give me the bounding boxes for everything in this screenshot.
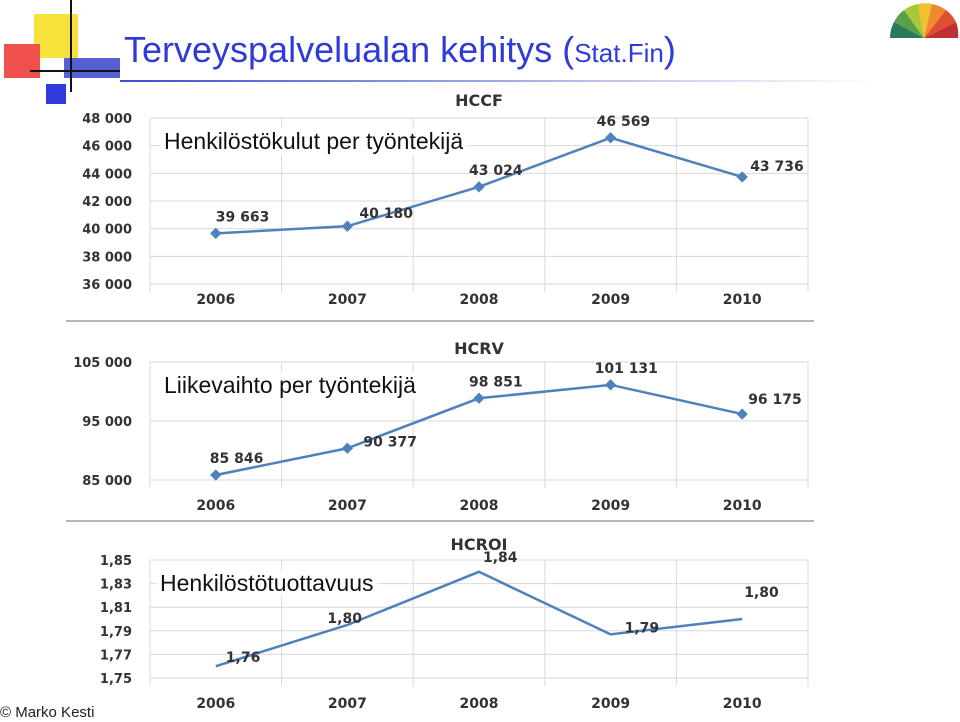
x-tick-label: 2010 — [722, 498, 762, 514]
fan-logo — [888, 2, 960, 42]
chart-panel-hcroi — [60, 532, 820, 718]
x-tick-label: 2007 — [327, 292, 367, 308]
chart-hcroi — [60, 532, 820, 718]
y-tick-label: 1,81 — [99, 601, 132, 617]
y-tick-label: 1,75 — [99, 672, 132, 687]
title-source: Stat.Fin — [574, 38, 664, 68]
x-tick-label: 2006 — [196, 696, 236, 712]
data-point — [210, 228, 221, 239]
data-label: 90 377 — [363, 434, 417, 451]
y-tick-label: 48 000 — [82, 112, 132, 127]
deco-vertical-line — [70, 0, 72, 92]
data-label: 1,80 — [744, 585, 779, 601]
y-tick-label: 105 000 — [73, 356, 132, 371]
chart-title: HCRV — [454, 339, 504, 358]
y-tick-label: 1,79 — [99, 624, 132, 640]
title-underline — [120, 80, 880, 82]
x-tick-label: 2006 — [196, 498, 236, 514]
data-label: 46 569 — [596, 113, 651, 130]
x-tick-label: 2009 — [591, 498, 631, 514]
copyright-text: © Marko Kesti — [0, 704, 95, 721]
chart-overlay-label-hcrv: Liikevaihto per työntekijä — [160, 372, 420, 399]
x-tick-label: 2009 — [591, 696, 631, 712]
chart-separator — [66, 520, 814, 522]
chart-hccf — [60, 90, 820, 312]
data-label: 1,80 — [327, 610, 362, 627]
deco-horizontal-line — [30, 70, 120, 72]
chart-overlay-label-hccf: Henkilöstökulut per työntekijä — [160, 128, 467, 155]
deco-blue-bar — [64, 58, 120, 78]
data-label: 101 131 — [594, 360, 658, 377]
y-tick-label: 85 000 — [82, 474, 132, 489]
data-label: 1,79 — [624, 620, 660, 637]
y-tick-label: 1,85 — [99, 554, 132, 569]
y-tick-label: 38 000 — [82, 250, 132, 266]
chart-separator — [66, 320, 814, 322]
x-tick-label: 2006 — [196, 292, 236, 308]
y-tick-label: 44 000 — [82, 167, 132, 183]
data-label: 1,76 — [225, 650, 261, 667]
chart-overlay-label-hcroi: Henkilöstötuottavuus — [156, 570, 378, 597]
x-tick-label: 2010 — [722, 696, 762, 712]
y-tick-label: 1,83 — [99, 577, 132, 593]
x-tick-label: 2008 — [459, 292, 499, 308]
data-label: 85 846 — [209, 451, 264, 468]
data-point — [342, 221, 353, 232]
x-tick-label: 2009 — [591, 292, 631, 308]
chart-hcrv — [60, 334, 820, 520]
data-point — [473, 181, 484, 192]
data-label: 1,84 — [483, 549, 518, 566]
chart-panel-hccf — [60, 90, 820, 312]
data-label: 39 663 — [215, 209, 270, 226]
x-tick-label: 2007 — [327, 498, 367, 514]
y-tick-label: 42 000 — [82, 195, 132, 210]
y-tick-label: 1,77 — [99, 648, 132, 664]
chart-title: HCROI — [450, 535, 508, 554]
data-point — [605, 132, 616, 143]
data-label: 43 024 — [469, 162, 523, 179]
x-tick-label: 2007 — [327, 696, 367, 712]
chart-panel-hcrv — [60, 334, 820, 520]
data-label: 43 736 — [750, 158, 804, 175]
x-tick-label: 2008 — [459, 498, 499, 514]
chart-title: HCCF — [455, 91, 503, 110]
title-main: Terveyspalvelualan kehitys ( — [124, 29, 575, 70]
slide-title — [124, 29, 676, 70]
data-point — [473, 393, 484, 404]
data-label: 40 180 — [359, 206, 413, 223]
deco-red-square — [4, 44, 40, 78]
data-label: 96 175 — [748, 392, 802, 409]
y-tick-label: 95 000 — [82, 415, 132, 430]
y-tick-label: 46 000 — [82, 139, 132, 155]
x-tick-label: 2010 — [722, 292, 762, 308]
y-tick-label: 36 000 — [82, 278, 132, 293]
y-tick-label: 40 000 — [82, 222, 132, 238]
data-point — [342, 443, 353, 454]
data-point — [210, 469, 221, 480]
data-point — [605, 379, 616, 390]
data-point — [737, 408, 748, 419]
title-close: ) — [663, 29, 676, 70]
x-tick-label: 2008 — [459, 696, 499, 712]
data-label: 98 851 — [469, 374, 523, 391]
